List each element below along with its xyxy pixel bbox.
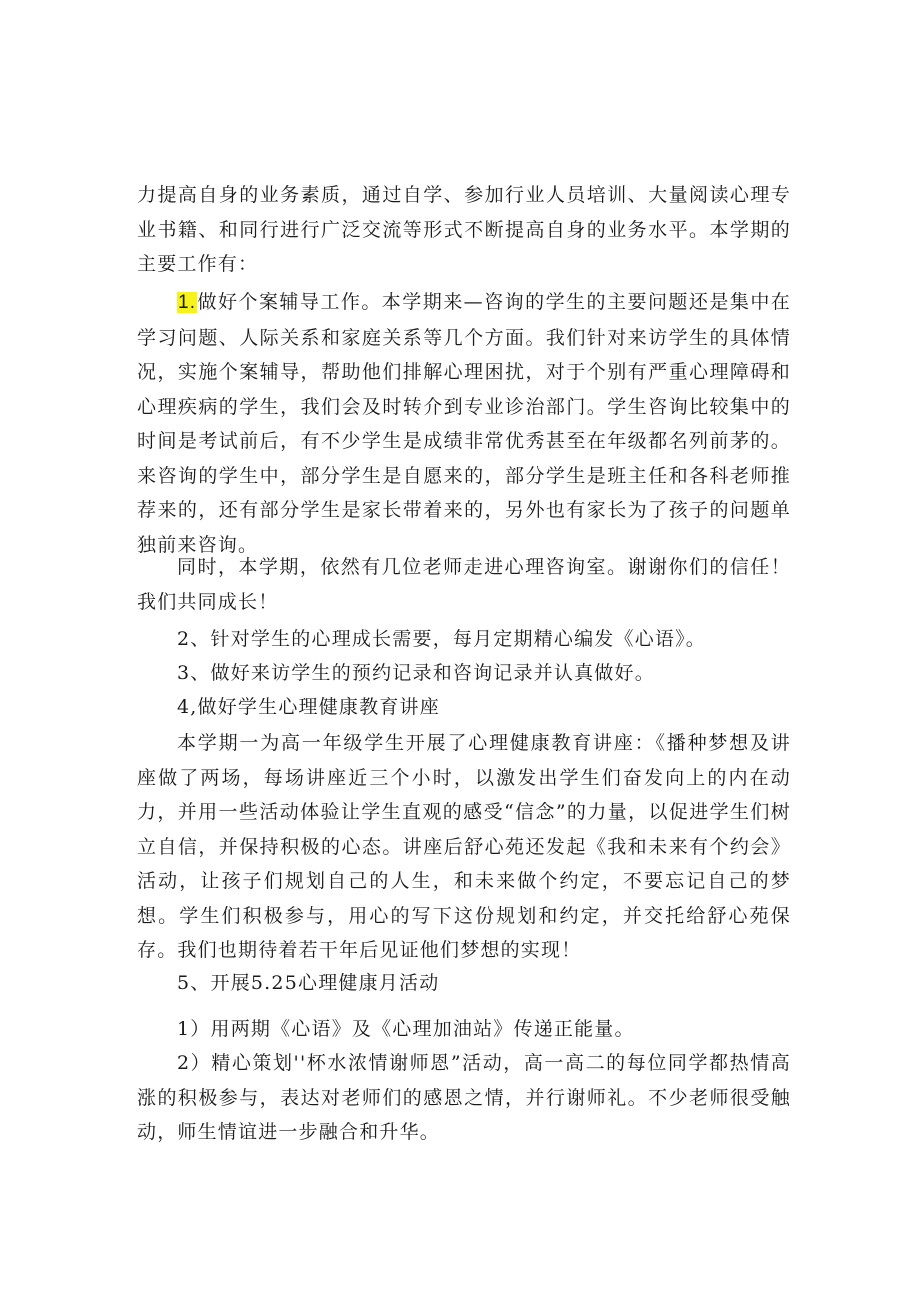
item-5-heading: 5、开展5.25心理健康月活动 xyxy=(177,972,440,994)
teachers-paragraph: 同时，本学期，依然有几位老师走进心理咨询室。谢谢你们的信任！我们共同成长！ xyxy=(137,556,791,613)
item-1-paragraph xyxy=(137,285,791,562)
item-1-number-highlight: 1. xyxy=(178,292,197,313)
lecture-paragraph: 本学期一为高一年级学生开展了心理健康教育讲座：《播种梦想及讲座做了两场，每场讲座近三个小时，以激发出学生们奋发向上的内在动力，并用一些活动体验让学生直观的感受“信念”的力量，以促进学生们树立自信，并保持积极的心态。讲座后舒心苑还发起《我和未来有个约会》活动，让孩子们规划自己的人生，和未来做个约定，不要忘记自己的梦想。学生们积极参与，用心的写下这份规划和约定，并交托给舒心苑保存。我们也期待着若干年后见证他们梦想的实现！ xyxy=(137,732,791,961)
item-2-line: 2、针对学生的心理成长需要，每月定期精心编发《心语》。 xyxy=(177,628,706,650)
item-3-line: 3、做好来访学生的预约记录和咨询记录并认真做好。 xyxy=(177,662,655,684)
item-1-text: 做好个案辅导工作。本学期来—咨询的学生的主要问题还是集中在学习问题、人际关系和家庭关系等几个方面。我们针对来访学生的具体情况，实施个案辅导，帮助他们排解心理困扰，对于个别有严重心理障碍和心理疾病的学生，我们会及时转介到专业诊治部门。学生咨询比较集中的时间是考试前后，有不少学生是成绩非常优秀甚至在年级都名列前茅的。来咨询的学生中，部分学生是自愿来的，部分学生是班主任和各科老师推荐来的，还有部分学生是家长带着来的，另外也有家长为了孩子的问题单独前来咨询。 xyxy=(137,291,791,556)
item-4-heading: 4,做好学生心理健康教育讲座 xyxy=(177,696,440,718)
intro-paragraph: 力提高自身的业务素质，通过自学、参加行业人员培训、大量阅读心理专业书籍、和同行进行广泛交流等形式不断提高自身的业务水平。本学期的主要工作有： xyxy=(137,184,791,275)
sub-item-2-paragraph: 2）精心策划''杯水浓情谢师恩”活动，高一高二的每位同学都热情高涨的积极参与，表达对老师们的感恩之情，并行谢师礼。不少老师很受触动，师生情谊进一步融合和升华。 xyxy=(137,1052,791,1143)
sub-item-1-line: 1）用两期《心语》及《心理加油站》传递正能量。 xyxy=(177,1018,635,1040)
